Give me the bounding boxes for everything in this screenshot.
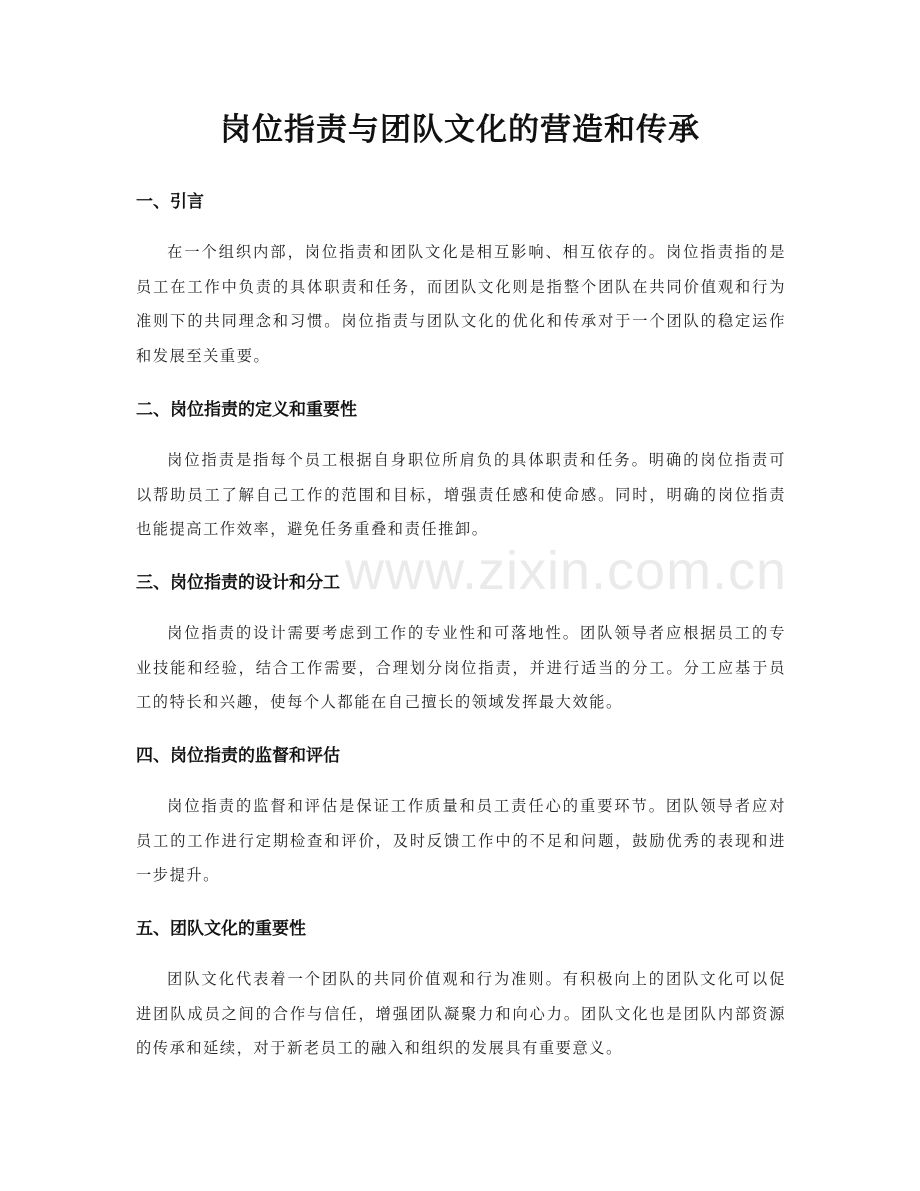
section-culture (136, 917, 786, 1066)
section-paragraph: 岗位指责的设计需要考虑到工作的专业性和可落地性。团队领导者应根据员工的专业技能和经验，结合工作需要，合理划分岗位指责，并进行适当的分工。分工应基于员工的特长和兴趣，使每个人都能在自己擅长的领域发挥最大效能。 (136, 624, 786, 711)
section-supervision (136, 744, 786, 893)
section-intro (136, 190, 786, 373)
section-heading: 二、岗位指责的定义和重要性 (136, 400, 357, 420)
watermark: www.zixin.com.cn (345, 541, 788, 601)
section-definition (136, 398, 786, 547)
section-paragraph: 岗位指责是指每个员工根据自身职位所肩负的具体职责和任务。明确的岗位指责可以帮助员工了解自己工作的范围和目标，增强责任感和使命感。同时，明确的岗位指责也能提高工作效率，避免任务重叠和责任推卸。 (136, 451, 786, 538)
section-heading: 一、引言 (136, 192, 204, 212)
section-paragraph: 岗位指责的监督和评估是保证工作质量和员工责任心的重要环节。团队领导者应对员工的工作进行定期检查和评价，及时反馈工作中的不足和问题，鼓励优秀的表现和进一步提升。 (136, 797, 786, 884)
section-paragraph: 在一个组织内部，岗位指责和团队文化是相互影响、相互依存的。岗位指责指的是员工在工作中负责的具体职责和任务，而团队文化则是指整个团队在共同价值观和行为准则下的共同理念和习惯。岗位指责与团队文化的优化和传承对于一个团队的稳定运作和发展至关重要。 (136, 243, 786, 365)
section-heading: 五、团队文化的重要性 (136, 919, 306, 939)
section-heading: 三、岗位指责的设计和分工 (136, 573, 340, 593)
section-design (136, 571, 786, 720)
page-title: 岗位指责与团队文化的营造和传承 (220, 112, 700, 148)
section-heading: 四、岗位指责的监督和评估 (136, 746, 340, 766)
section-paragraph: 团队文化代表着一个团队的共同价值观和行为准则。有积极向上的团队文化可以促进团队成员之间的合作与信任，增强团队凝聚力和向心力。团队文化也是团队内部资源的传承和延续，对于新老员工的融入和组织的发展具有重要意义。 (136, 970, 786, 1057)
